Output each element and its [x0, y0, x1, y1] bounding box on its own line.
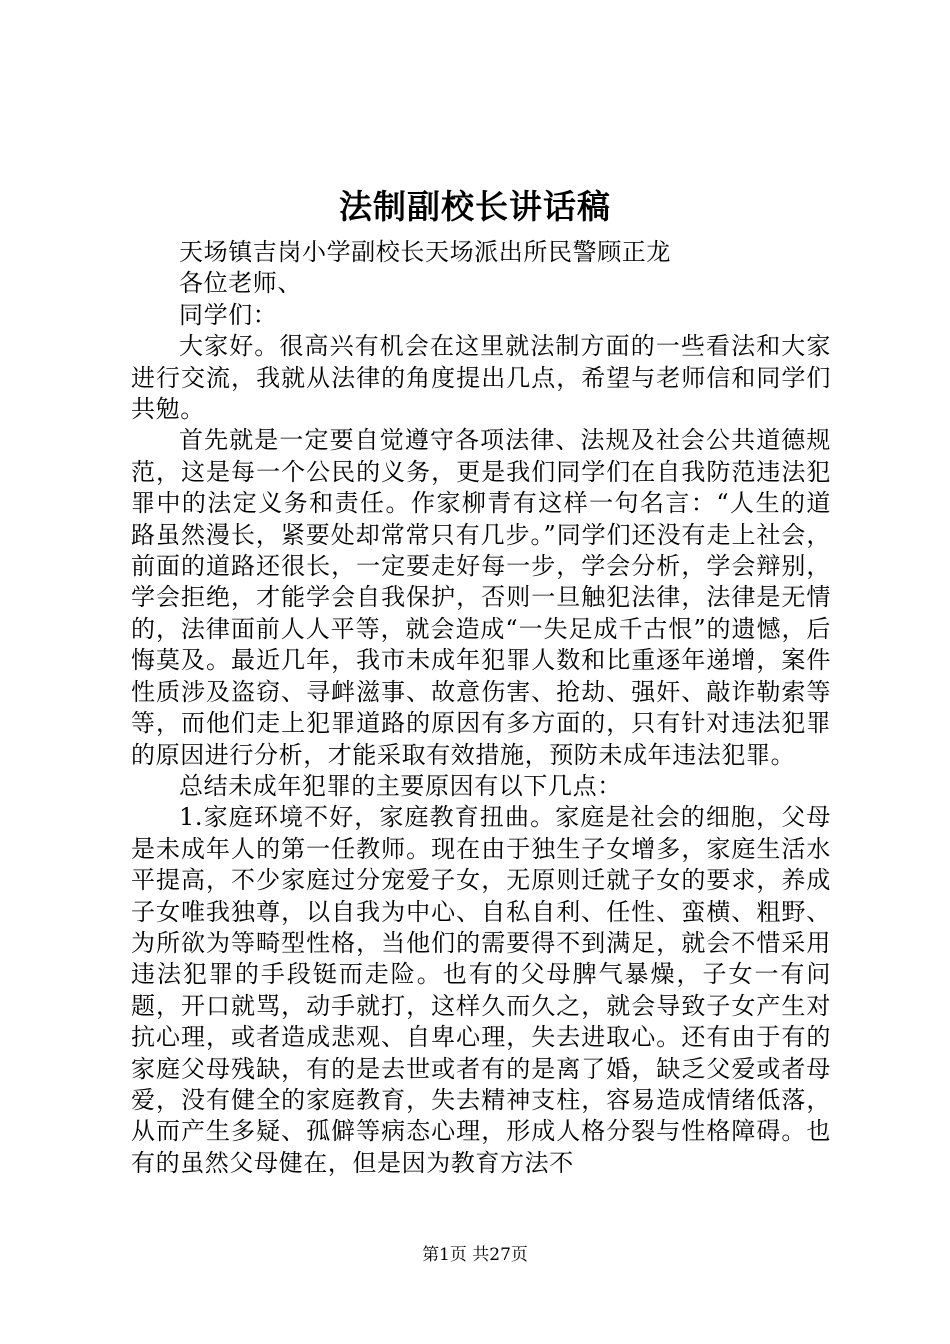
body-paragraph: 总结未成年犯罪的主要原因有以下几点： [179, 771, 622, 800]
body-paragraph: 首先就是一定要自觉遵守各项法律、法规及社会公共道德规范，这是每一个公民的义务，更是我们同学们在自我防范违法犯罪中的法定义务和责任。作家柳青有这样一句名言：“人生的道路虽然漫长，紧要处却常常只有几步。”同学们还没有走上社会，前面的道路还很长，一定要走好每一步，学会分析，学会辩别，学会拒绝，才能学会自我保护，否则一旦触犯法律，法律是无情的，法律面前人人平等，就会造成“一失足成千古恨”的遗憾，后悔莫及。最近几年，我市未成年犯罪人数和比重逐年递增，案件性质涉及盗窃、寻衅滋事、故意伤害、抢劫、强奸、敲诈勒索等等，而他们走上犯罪道路的原因有多方面的，只有针对违法犯罪的原因进行分析，才能采取有效措施，预防未成年违法犯罪。 [131, 426, 831, 769]
document-body [131, 237, 831, 1179]
body-paragraph: 大家好。很高兴有机会在这里就法制方面的一些看法和大家进行交流，我就从法律的角度提出几点，希望与老师信和同学们共勉。 [131, 332, 831, 424]
salutation-teachers: 各位老师、 [179, 269, 302, 298]
author-line: 天场镇吉岗小学副校长天场派出所民警顾正龙 [179, 238, 671, 266]
body-paragraph: 1.家庭环境不好，家庭教育扭曲。家庭是社会的细胞，父母是未成年人的第一任教师。现在由于独生子女增多，家庭生活水平提高，不少家庭过分宠爱子女，无原则迁就子女的要求，养成子女唯我独尊，以自我为中心、自私自利、任性、蛮横、粗野、为所欲为等畸型性格，当他们的需要得不到满足，就会不惜采用违法犯罪的手段铤而走险。也有的父母脾气暴燥，子女一有问题，开口就骂，动手就打，这样久而久之，就会导致子女产生对抗心理，或者造成悲观、自卑心理，失去进取心。还有由于有的家庭父母残缺，有的是去世或者有的是离了婚，缺乏父爱或者母爱，没有健全的家庭教育，失去精神支柱，容易造成情绪低落，从而产生多疑、孤僻等病态心理，形成人格分裂与性格障碍。也有的虽然父母健在，但是因为教育方法不 [131, 803, 831, 1177]
salutation-students: 同学们： [179, 300, 278, 329]
document-title: 法制副校长讲话稿 [339, 187, 611, 226]
page-number-footer: 第1页 共27页 [422, 1245, 528, 1265]
